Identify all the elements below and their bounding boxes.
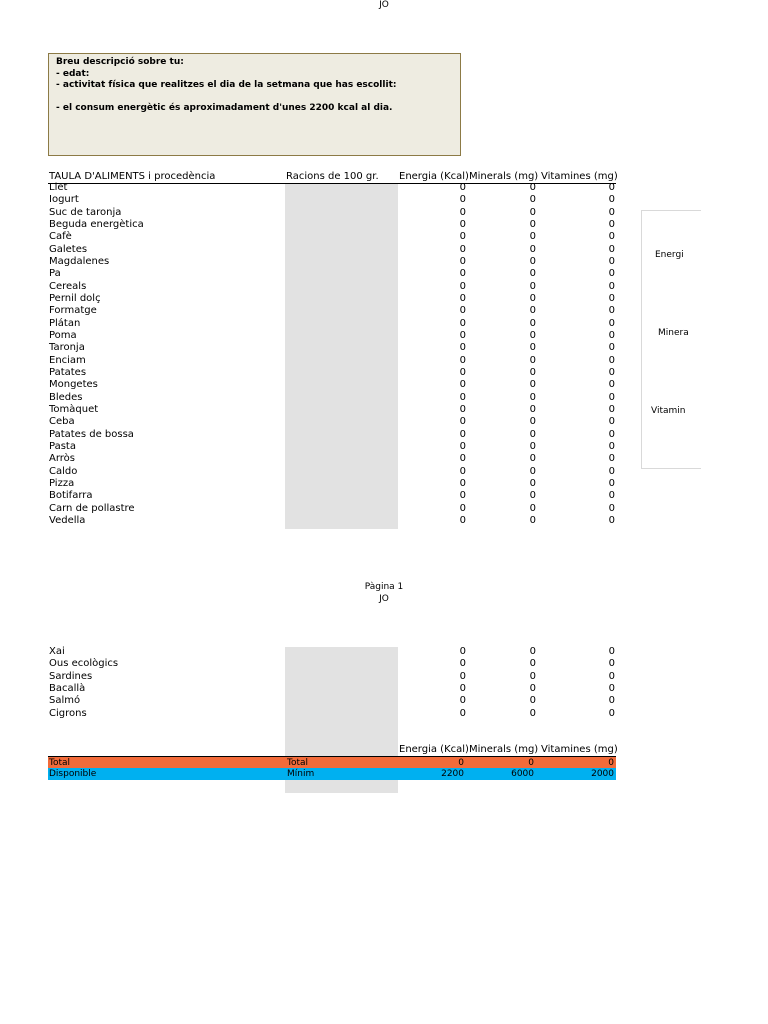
energy-cell: 0 [459, 379, 466, 391]
summary-header-energy: Energia (Kcal) [399, 744, 469, 755]
vitamins-cell: 0 [608, 646, 615, 657]
table-row [48, 268, 618, 280]
available-row [48, 768, 616, 780]
description-box[interactable] [48, 53, 461, 156]
header-energy: Energia (Kcal) [399, 171, 469, 182]
energy-cell: 0 [459, 206, 466, 218]
vitamins-cell: 0 [608, 342, 615, 354]
chart-label-vitamins: Vitamin [651, 406, 686, 416]
table-row [48, 658, 618, 670]
food-name-cell: Botifarra [49, 490, 93, 502]
header-minerals: Minerals (mg) [469, 171, 539, 182]
minerals-cell: 0 [529, 305, 536, 317]
minerals-cell: 0 [529, 342, 536, 354]
vitamins-cell: 0 [608, 682, 615, 694]
summary-header-minerals: Minerals (mg) [469, 744, 539, 755]
minerals-cell: 0 [529, 218, 536, 230]
food-name-cell: Plátan [49, 317, 81, 329]
energy-cell: 0 [459, 329, 466, 341]
food-name-cell: Beguda energètica [49, 218, 144, 230]
total-minerals: 0 [528, 758, 534, 768]
chart-label-minerals: Minera [658, 328, 689, 338]
vitamins-cell: 0 [608, 268, 615, 280]
description-line: - edat: [56, 68, 90, 79]
food-name-cell: Ous ecològics [49, 658, 119, 670]
vitamins-cell: 0 [608, 243, 615, 255]
minerals-cell: 0 [529, 646, 536, 657]
energy-cell: 0 [459, 391, 466, 403]
minerals-cell: 0 [529, 268, 536, 280]
table-row [48, 671, 618, 683]
table-row [48, 219, 618, 231]
food-name-cell: Salmó [49, 695, 81, 707]
food-name-cell: Cereals [49, 280, 87, 292]
vitamins-cell: 0 [608, 440, 615, 452]
food-name-cell: Pasta [49, 440, 76, 452]
table-row [48, 695, 618, 707]
table-row [48, 355, 618, 367]
minerals-cell: 0 [529, 416, 536, 428]
food-name-cell: Magdalenes [49, 255, 110, 267]
table-row [48, 646, 618, 658]
table-row [48, 392, 618, 404]
minerals-cell: 0 [529, 206, 536, 218]
food-name-cell: Llet [49, 182, 68, 193]
energy-cell: 0 [459, 514, 466, 526]
table-row [48, 404, 618, 416]
table-row [48, 318, 618, 330]
food-name-cell: Pernil dolç [49, 292, 101, 304]
vitamins-cell: 0 [608, 465, 615, 477]
food-name-cell: Sardines [49, 670, 93, 682]
minerals-cell: 0 [529, 453, 536, 465]
nutrient-chart-panel[interactable] [641, 210, 701, 469]
energy-cell: 0 [459, 403, 466, 415]
food-name-cell: Arròs [49, 453, 75, 465]
description-line [56, 92, 453, 104]
minerals-cell: 0 [529, 379, 536, 391]
vitamins-cell: 0 [608, 695, 615, 707]
minerals-cell: 0 [529, 658, 536, 670]
available-vitamins: 2000 [591, 769, 614, 779]
energy-cell: 0 [459, 502, 466, 514]
minerals-cell: 0 [529, 428, 536, 440]
energy-cell: 0 [459, 682, 466, 694]
vitamins-cell: 0 [608, 305, 615, 317]
energy-cell: 0 [459, 218, 466, 230]
minerals-cell: 0 [529, 243, 536, 255]
food-name-cell: Cigrons [49, 707, 87, 719]
vitamins-cell: 0 [608, 403, 615, 415]
vitamins-cell: 0 [608, 194, 615, 206]
table-row [48, 293, 618, 305]
table-row [48, 441, 618, 453]
summary-header-vitamins: Vitamines (mg) [541, 744, 618, 755]
table-row [48, 182, 618, 194]
minerals-cell: 0 [529, 682, 536, 694]
table-row [48, 330, 618, 342]
vitamins-cell: 0 [608, 280, 615, 292]
food-name-cell: Caldo [49, 465, 78, 477]
table-row [48, 305, 618, 317]
food-name-cell: Poma [49, 329, 77, 341]
minerals-cell: 0 [529, 477, 536, 489]
minerals-cell: 0 [529, 366, 536, 378]
food-name-cell: Vedella [49, 514, 86, 526]
energy-cell: 0 [459, 194, 466, 206]
table-row [48, 256, 618, 268]
available-minerals: 6000 [511, 769, 534, 779]
table-row [48, 416, 618, 428]
minerals-cell: 0 [529, 231, 536, 243]
minerals-cell: 0 [529, 317, 536, 329]
vitamins-cell: 0 [608, 206, 615, 218]
food-name-cell: Taronja [49, 342, 85, 354]
vitamins-cell: 0 [608, 514, 615, 526]
vitamins-cell: 0 [608, 292, 615, 304]
total-energy: 0 [458, 758, 464, 768]
table-row [48, 379, 618, 391]
food-name-cell: Enciam [49, 354, 86, 366]
minerals-cell: 0 [529, 490, 536, 502]
minerals-cell: 0 [529, 194, 536, 206]
table-row [48, 708, 618, 720]
vitamins-cell: 0 [608, 329, 615, 341]
summary-header [48, 744, 618, 756]
header-vitamins: Vitamines (mg) [541, 171, 618, 182]
minerals-cell: 0 [529, 502, 536, 514]
energy-cell: 0 [459, 670, 466, 682]
food-name-cell: Galetes [49, 243, 88, 255]
food-name-cell: Bledes [49, 391, 83, 403]
energy-cell: 0 [459, 453, 466, 465]
table-row [48, 231, 618, 243]
minerals-cell: 0 [529, 182, 536, 193]
minerals-cell: 0 [529, 354, 536, 366]
table-row [48, 478, 618, 490]
vitamins-cell: 0 [608, 354, 615, 366]
description-line: Breu descripció sobre tu: [56, 57, 184, 67]
table-row [48, 453, 618, 465]
table-row [48, 466, 618, 478]
table-row [48, 244, 618, 256]
table-row [48, 281, 618, 293]
vitamins-cell: 0 [608, 477, 615, 489]
vitamins-cell: 0 [608, 218, 615, 230]
food-name-cell: Xai [49, 646, 65, 657]
food-name-cell: Patates de bossa [49, 428, 134, 440]
energy-cell: 0 [459, 695, 466, 707]
table-row [48, 342, 618, 354]
food-name-cell: Pizza [49, 477, 75, 489]
page2-header-title: JO [379, 594, 389, 604]
minerals-cell: 0 [529, 670, 536, 682]
food-name-cell: Tomàquet [49, 403, 99, 415]
energy-cell: 0 [459, 292, 466, 304]
vitamins-cell: 0 [608, 428, 615, 440]
energy-cell: 0 [459, 305, 466, 317]
vitamins-cell: 0 [608, 317, 615, 329]
page-number: Pàgina 1 [364, 582, 404, 592]
food-name-cell: Pa [49, 268, 61, 280]
energy-cell: 0 [459, 477, 466, 489]
energy-cell: 0 [459, 428, 466, 440]
energy-cell: 0 [459, 416, 466, 428]
total-vitamins: 0 [608, 758, 614, 768]
total-label: Total [49, 758, 71, 768]
energy-cell: 0 [459, 658, 466, 670]
minerals-cell: 0 [529, 695, 536, 707]
available-energy: 2200 [441, 769, 464, 779]
minerals-cell: 0 [529, 707, 536, 719]
table-row [48, 515, 618, 527]
energy-cell: 0 [459, 280, 466, 292]
food-name-cell: Cafè [49, 231, 72, 243]
vitamins-cell: 0 [608, 231, 615, 243]
energy-cell: 0 [459, 354, 466, 366]
minerals-cell: 0 [529, 255, 536, 267]
minerals-cell: 0 [529, 391, 536, 403]
minerals-cell: 0 [529, 403, 536, 415]
food-name-cell: Carn de pollastre [49, 502, 135, 514]
energy-cell: 0 [459, 255, 466, 267]
energy-cell: 0 [459, 366, 466, 378]
minerals-cell: 0 [529, 514, 536, 526]
energy-cell: 0 [459, 465, 466, 477]
vitamins-cell: 0 [608, 670, 615, 682]
minerals-cell: 0 [529, 292, 536, 304]
energy-cell: 0 [459, 182, 466, 193]
vitamins-cell: 0 [608, 416, 615, 428]
vitamins-cell: 0 [608, 391, 615, 403]
food-name-cell: Suc de taronja [49, 206, 122, 218]
description-line: - el consum energètic és aproximadament d'unes 2200 kcal al dia. [56, 103, 393, 113]
energy-cell: 0 [459, 440, 466, 452]
table-row [48, 683, 618, 695]
vitamins-cell: 0 [608, 366, 615, 378]
available-label: Disponible [49, 769, 97, 779]
chart-label-energy: Energi [655, 250, 684, 260]
page-header-title: JO [379, 0, 389, 10]
food-name-cell: Bacallà [49, 682, 86, 694]
minerals-cell: 0 [529, 329, 536, 341]
vitamins-cell: 0 [608, 453, 615, 465]
food-name-cell: Mongetes [49, 379, 98, 391]
food-name-cell: Ceba [49, 416, 75, 428]
table-row [48, 207, 618, 219]
vitamins-cell: 0 [608, 658, 615, 670]
food-name-cell: Patates [49, 366, 87, 378]
vitamins-cell: 0 [608, 182, 615, 193]
energy-cell: 0 [459, 317, 466, 329]
energy-cell: 0 [459, 268, 466, 280]
energy-cell: 0 [459, 707, 466, 719]
table-row [48, 194, 618, 206]
table-row [48, 429, 618, 441]
vitamins-cell: 0 [608, 707, 615, 719]
energy-cell: 0 [459, 342, 466, 354]
vitamins-cell: 0 [608, 502, 615, 514]
minerals-cell: 0 [529, 440, 536, 452]
minimum-label: Mínim [287, 769, 315, 779]
energy-cell: 0 [459, 243, 466, 255]
energy-cell: 0 [459, 646, 466, 657]
table-row [48, 503, 618, 515]
vitamins-cell: 0 [608, 379, 615, 391]
header-portions: Racions de 100 gr. [286, 171, 379, 182]
food-name-cell: Iogurt [49, 194, 79, 206]
minerals-cell: 0 [529, 280, 536, 292]
header-food: TAULA D'ALIMENTS i procedència [49, 171, 216, 182]
energy-cell: 0 [459, 490, 466, 502]
total-label-2: Total [287, 758, 309, 768]
minerals-cell: 0 [529, 465, 536, 477]
vitamins-cell: 0 [608, 255, 615, 267]
description-line: - activitat física que realitzes el dia de la setmana que has escollit: [56, 80, 397, 90]
energy-cell: 0 [459, 231, 466, 243]
table-row [48, 490, 618, 502]
vitamins-cell: 0 [608, 490, 615, 502]
food-name-cell: Formatge [49, 305, 97, 317]
table-row [48, 367, 618, 379]
